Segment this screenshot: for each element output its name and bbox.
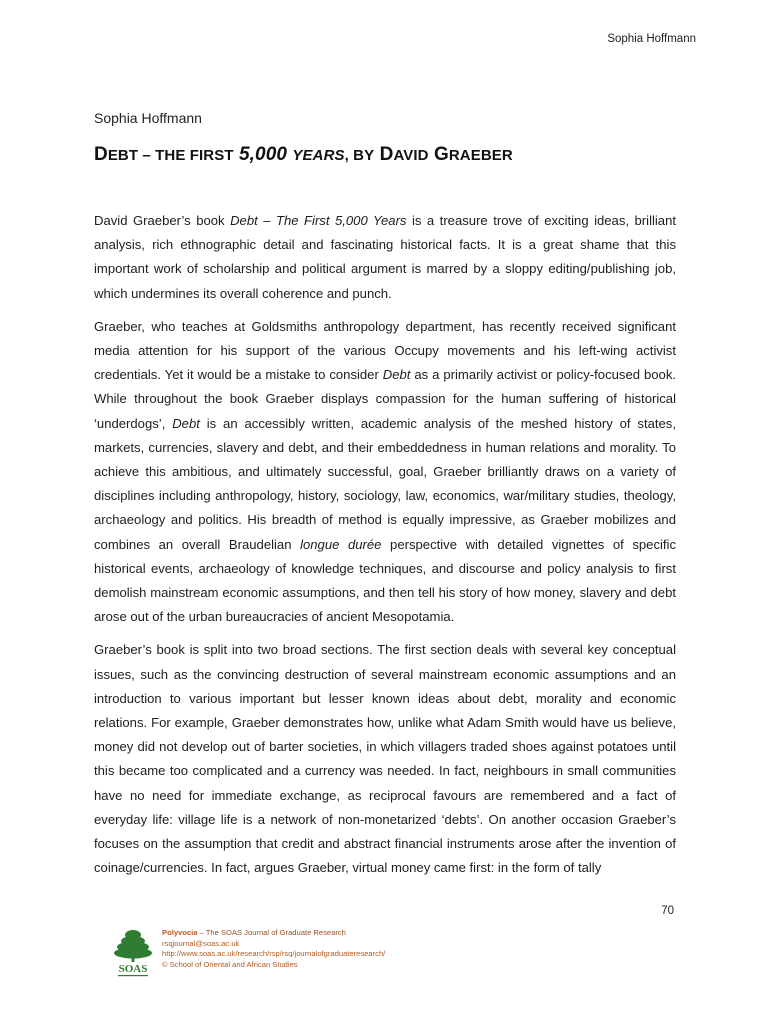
running-head: Sophia Hoffmann <box>607 33 696 45</box>
journal-subtitle: – The SOAS Journal of Graduate Research <box>197 928 346 937</box>
paragraph <box>94 209 676 306</box>
title-part-2: 5,000 <box>238 144 288 165</box>
text-segment: perspective with detailed vignettes of specific historical events, archaeology of knowledge techniques, and discourse and policy analysis to first demolish mainstream economic assumptions, and then tell his story of how money, slavery and debt arose out of the urban bureaucracies of ancient Mesopotamia. <box>94 536 676 625</box>
page-number: 70 <box>661 905 674 917</box>
journal-line <box>162 928 385 939</box>
title-part-4: , BY <box>344 147 375 164</box>
title-part-5: DAVID GRAEBER <box>379 144 513 165</box>
text-segment: Graeber’s book is split into two broad sections. The first section deals with several key conceptual issues, such as the convincing destruction of several mainstream economic assumptions and an introduction to various important but lesser known ideas about debt, morality and economic relations. For example, Graeber demonstrates how, unlike what Adam Smith would have us believe, money did not develop out of barter societies, in which villagers traded shoes against potatoes until this became too complicated and a currency was needed. In fact, neighbours in small communities have no need for immediate exchange, as reciprocal favours are remembered and a fact of everyday life: village life is a network of non-monetarized ‘debts’. On another occasion Graeber’s focuses on the assumption that credit and abstract financial instruments arose after the invention of coinage/currencies. In fact, argues Graeber, virtual money came first: in the form of tally <box>94 642 676 876</box>
copyright: © School of Oriental and African Studies <box>162 959 298 969</box>
italic-text: longue durée <box>300 536 382 552</box>
paragraph <box>94 315 676 630</box>
title-part-3: YEARS <box>292 147 345 164</box>
text-segment: is an accessibly written, academic analysis of the meshed history of states, markets, currencies, slavery and debt, and their embeddedness in human relations and morality. To achieve this ambitious, and ultimately successful, goal, Graeber brilliantly draws on a variety of disciplines including anthropology, history, sociology, law, economics, war/military studies, theology, archaeology and politics. His breadth of method is equally impressive, as Graeber mobilizes and combines an overall Braudelian <box>94 415 676 552</box>
author-name: Sophia Hoffmann <box>94 110 202 126</box>
italic-text: Debt <box>382 367 411 383</box>
article-title <box>94 144 513 166</box>
text-segment: Graeber, who teaches at Goldsmiths anthropology department, has recently received significant media attention for his support of the various Occupy movements and his left-wing activist credentials. Yet it would be a mistake to consider <box>94 318 676 383</box>
footer <box>110 926 470 982</box>
text-segment: David Graeber’s book <box>94 213 231 228</box>
article-body <box>94 209 676 889</box>
paragraph <box>94 638 676 880</box>
soas-logo-icon <box>110 926 156 980</box>
text-segment: as a primarily activist or policy-focused book. While throughout the book Graeber displays compassion for the human suffering of historical ‘underdogs’, <box>94 367 677 431</box>
footer-info <box>162 928 385 970</box>
journal-url[interactable]: http://www.soas.ac.uk/research/rsp/rsq/journalofgraduateresearch/ <box>162 949 386 958</box>
text-segment: is a treasure trove of exciting ideas, brilliant analysis, rich ethnographic detail and fascinating historical facts. It is a great shame that this important work of scholarship and political argument is marred by a sloppy editing/publishing job, which undermines its overall coherence and punch. <box>94 213 676 301</box>
italic-text: Debt <box>172 415 200 431</box>
italic-text: Debt – The First 5,000 Years <box>230 213 407 228</box>
journal-name: Polyvocia <box>162 928 198 937</box>
title-part-1: DEBT – THE FIRST <box>94 144 234 165</box>
journal-email[interactable]: rsqjournal@soas.ac.uk <box>162 938 240 948</box>
logo-text: SOAS <box>118 963 148 975</box>
